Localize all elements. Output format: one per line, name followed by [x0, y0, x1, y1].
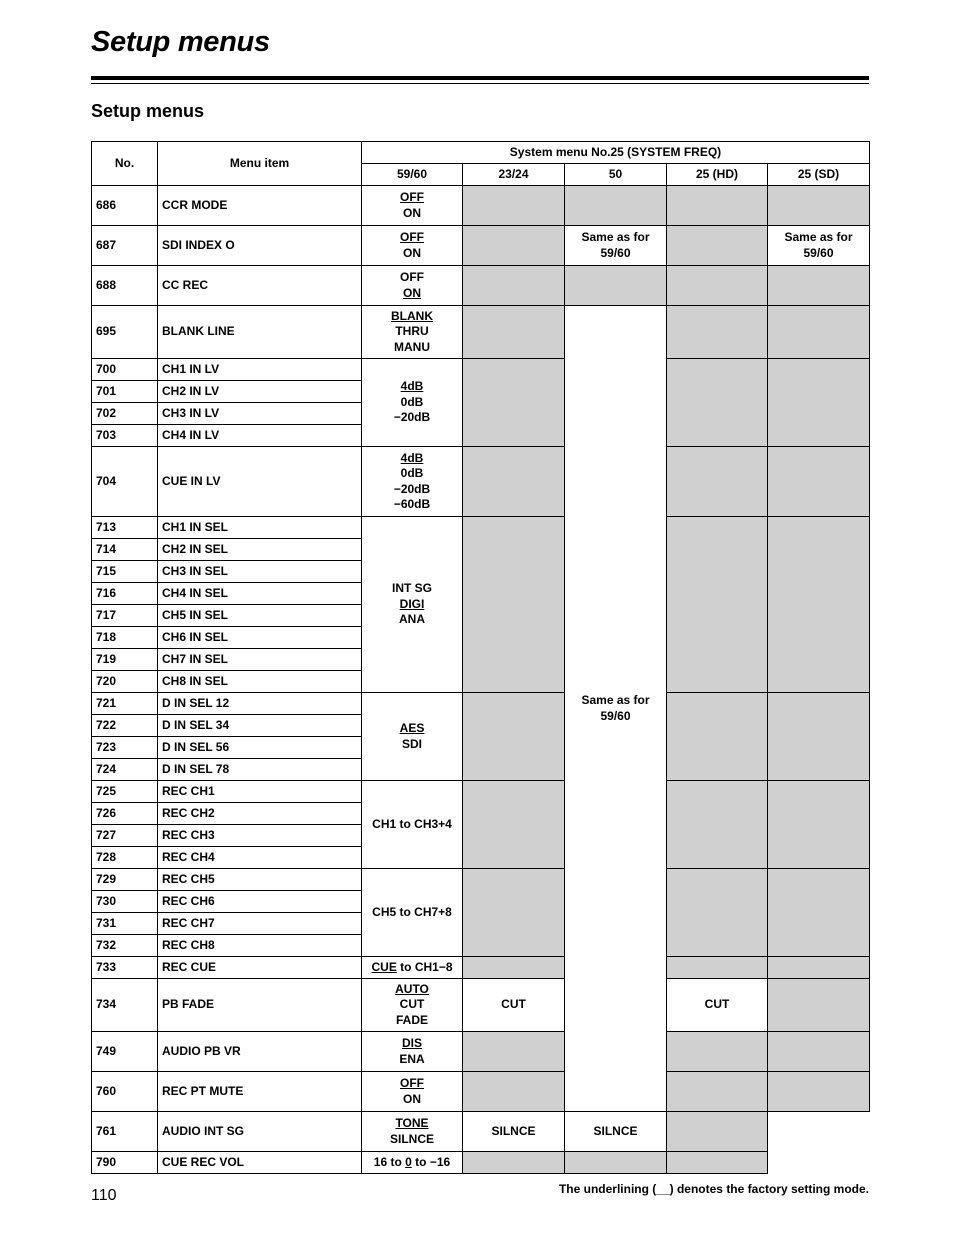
option-default: AES [399, 721, 425, 735]
option-default: AUTO [395, 981, 429, 996]
item-name: CH4 IN LV [158, 425, 362, 447]
option-default: OFF [400, 230, 424, 244]
item-name: REC CH7 [158, 913, 362, 935]
cell-2324-na [463, 1072, 565, 1112]
item-number: 695 [92, 306, 158, 359]
item-number: 728 [92, 847, 158, 869]
item-name: CH8 IN SEL [158, 671, 362, 693]
table-row [92, 869, 870, 891]
table-row [92, 693, 870, 715]
value-2324: SILNCE [463, 1112, 565, 1152]
item-name: REC CH4 [158, 847, 362, 869]
item-name: REC CH3 [158, 825, 362, 847]
value-25hd: CUT [667, 979, 768, 1032]
cell-2324-na [463, 517, 565, 693]
table-row [92, 266, 870, 306]
cell-25sd-na [768, 359, 870, 447]
cell-25hd-na [667, 1072, 768, 1112]
value-5960: INT SG DIGI ANA [362, 517, 463, 693]
item-name: REC CH5 [158, 869, 362, 891]
table-row [92, 1072, 870, 1112]
cell-25hd-na [667, 693, 768, 781]
item-name: D IN SEL 34 [158, 715, 362, 737]
item-number: 704 [92, 447, 158, 517]
column-header-menu-item: Menu item [158, 142, 362, 186]
cell-50-na [565, 186, 667, 226]
item-number: 722 [92, 715, 158, 737]
item-number: 732 [92, 935, 158, 957]
option: OFF [400, 270, 424, 284]
table-row [92, 979, 870, 1032]
item-name: AUDIO INT SG [158, 1112, 362, 1152]
option-default: ON [403, 285, 421, 300]
table-row [92, 359, 870, 381]
column-header-50: 50 [565, 164, 667, 186]
cell-25sd-na [768, 957, 870, 979]
item-name: REC CH6 [158, 891, 362, 913]
table-row [92, 447, 870, 517]
page-number: 110 [91, 1187, 117, 1204]
title-rule-thick [91, 76, 869, 80]
table-row [92, 957, 870, 979]
item-number: 723 [92, 737, 158, 759]
item-number: 724 [92, 759, 158, 781]
item-name: REC CH2 [158, 803, 362, 825]
cell-25hd-na [667, 226, 768, 266]
section-title: Setup menus [91, 101, 205, 121]
cell-25sd-na [768, 517, 870, 693]
setup-menu-table [91, 141, 870, 1174]
item-name: PB FADE [158, 979, 362, 1032]
footnote: The underlining (__) denotes the factory setting mode. [558, 1182, 869, 1196]
cell-25hd-na [667, 186, 768, 226]
column-header-no: No. [92, 142, 158, 186]
option-default: BLANK [391, 308, 433, 323]
value-5960: OFF ON [362, 1072, 463, 1112]
item-name: CUE IN LV [158, 447, 362, 517]
column-header-system-freq: System menu No.25 (SYSTEM FREQ) [362, 142, 870, 164]
item-number: 760 [92, 1072, 158, 1112]
table-row [92, 1032, 870, 1072]
item-number: 715 [92, 561, 158, 583]
item-name: REC PT MUTE [158, 1072, 362, 1112]
cell-25sd-na [768, 693, 870, 781]
item-number: 718 [92, 627, 158, 649]
item-number: 717 [92, 605, 158, 627]
column-header-25sd: 25 (SD) [768, 164, 870, 186]
item-name: CH1 IN SEL [158, 517, 362, 539]
column-header-5960: 59/60 [362, 164, 463, 186]
cell-25sd-na [768, 266, 870, 306]
item-number: 726 [92, 803, 158, 825]
column-header-25hd: 25 (HD) [667, 164, 768, 186]
item-name: CH5 IN SEL [158, 605, 362, 627]
option-default: 4dB [400, 379, 424, 394]
cell-2324-na [463, 1152, 565, 1174]
item-number: 713 [92, 517, 158, 539]
table-row [92, 1112, 870, 1152]
item-name: CCR MODE [158, 186, 362, 226]
cell-2324-na [463, 781, 565, 869]
item-name: REC CH8 [158, 935, 362, 957]
cell-2324-na [463, 447, 565, 517]
value-5960: TONE SILNCE [362, 1112, 463, 1152]
cell-25sd-na [768, 781, 870, 869]
item-number: 714 [92, 539, 158, 561]
cell-25hd-na [667, 1032, 768, 1072]
table-row [92, 226, 870, 266]
cell-2324-na [463, 266, 565, 306]
option: ON [403, 245, 421, 260]
option-default: DIGI [399, 596, 425, 611]
cell-2324-na [463, 869, 565, 957]
cell-25sd-na [667, 1112, 768, 1152]
cell-25sd-na [768, 1032, 870, 1072]
item-number: 749 [92, 1032, 158, 1072]
value-5960: BLANK THRU MANU [362, 306, 463, 359]
item-number: 730 [92, 891, 158, 913]
option-default: OFF [400, 1076, 424, 1090]
item-name: CH1 IN LV [158, 359, 362, 381]
item-name: BLANK LINE [158, 306, 362, 359]
item-name: CC REC [158, 266, 362, 306]
item-name: CUE REC VOL [158, 1152, 362, 1174]
item-name: CH3 IN LV [158, 403, 362, 425]
item-name: CH6 IN SEL [158, 627, 362, 649]
value-5960: CUE to CH1−8 [362, 957, 463, 979]
cell-25sd-na [768, 1072, 870, 1112]
cell-25hd-na [667, 266, 768, 306]
cell-2324-na [463, 186, 565, 226]
item-number: 687 [92, 226, 158, 266]
cell-25hd-na [667, 447, 768, 517]
cell-25hd-na [565, 1152, 667, 1174]
option-default: OFF [400, 190, 424, 204]
item-number: 703 [92, 425, 158, 447]
cell-2324-na [463, 226, 565, 266]
value-5960: CH5 to CH7+8 [362, 869, 463, 957]
item-number: 720 [92, 671, 158, 693]
item-number: 790 [92, 1152, 158, 1174]
item-number: 761 [92, 1112, 158, 1152]
item-number: 701 [92, 381, 158, 403]
cell-25sd-na [768, 869, 870, 957]
value-5960: AES SDI [362, 693, 463, 781]
value-25hd: SILNCE [565, 1112, 667, 1152]
item-name: CH4 IN SEL [158, 583, 362, 605]
item-name: CH2 IN SEL [158, 539, 362, 561]
item-number: 731 [92, 913, 158, 935]
cell-25sd-na [768, 447, 870, 517]
item-number: 729 [92, 869, 158, 891]
item-number: 727 [92, 825, 158, 847]
cell-2324-na [463, 1032, 565, 1072]
value-50-same-as: Same as for 59/60 [565, 306, 667, 1112]
table-header-row [92, 142, 870, 164]
cell-25hd-na [667, 517, 768, 693]
item-name: CH2 IN LV [158, 381, 362, 403]
title-rule-thin [91, 83, 869, 84]
item-name: REC CUE [158, 957, 362, 979]
table-row [92, 1152, 870, 1174]
value-50: Same as for 59/60 [565, 226, 667, 266]
cell-25hd-na [667, 957, 768, 979]
item-name: D IN SEL 78 [158, 759, 362, 781]
cell-2324-na [463, 957, 565, 979]
table-row [92, 306, 870, 359]
option-default: 0 [405, 1154, 412, 1169]
item-number: 688 [92, 266, 158, 306]
table-row [92, 186, 870, 226]
item-name: SDI INDEX O [158, 226, 362, 266]
option-default: 4dB [400, 450, 424, 465]
cell-50-na [565, 266, 667, 306]
value-5960: 4dB 0dB −20dB [362, 359, 463, 447]
cell-25sd-na [768, 186, 870, 226]
item-name: D IN SEL 56 [158, 737, 362, 759]
table-row [92, 517, 870, 539]
item-number: 719 [92, 649, 158, 671]
value-5960 [362, 186, 463, 226]
option-default: CUE [371, 959, 397, 974]
item-number: 734 [92, 979, 158, 1032]
cell-2324-na [463, 359, 565, 447]
item-number: 721 [92, 693, 158, 715]
value-5960: CH1 to CH3+4 [362, 781, 463, 869]
value-5960: 4dB 0dB −20dB −60dB [362, 447, 463, 517]
value-2324: CUT [463, 979, 565, 1032]
item-name: AUDIO PB VR [158, 1032, 362, 1072]
cell-25hd-na [667, 869, 768, 957]
item-number: 725 [92, 781, 158, 803]
item-name: CH7 IN SEL [158, 649, 362, 671]
value-5960: 16 to 0 to −16 [362, 1152, 463, 1174]
cell-2324-na [463, 306, 565, 359]
cell-2324-na [463, 693, 565, 781]
item-name: D IN SEL 12 [158, 693, 362, 715]
cell-25hd-na [667, 306, 768, 359]
option-default: TONE [395, 1116, 429, 1130]
cell-25hd-na [667, 781, 768, 869]
item-number: 716 [92, 583, 158, 605]
cell-25sd-na [768, 979, 870, 1032]
value-5960 [362, 266, 463, 306]
cell-25hd-na [667, 359, 768, 447]
value-5960: DIS ENA [362, 1032, 463, 1072]
item-name: CH3 IN SEL [158, 561, 362, 583]
table-row [92, 781, 870, 803]
option: ON [403, 205, 421, 220]
value-5960 [362, 226, 463, 266]
item-number: 733 [92, 957, 158, 979]
value-25sd: Same as for 59/60 [768, 226, 870, 266]
cell-25sd-na [667, 1152, 768, 1174]
column-header-2324: 23/24 [463, 164, 565, 186]
item-name: REC CH1 [158, 781, 362, 803]
option-default: DIS [401, 1036, 422, 1050]
page-title: Setup menus [91, 26, 270, 58]
item-number: 702 [92, 403, 158, 425]
value-5960: AUTO CUT FADE [362, 979, 463, 1032]
item-number: 700 [92, 359, 158, 381]
item-number: 686 [92, 186, 158, 226]
cell-25sd-na [768, 306, 870, 359]
